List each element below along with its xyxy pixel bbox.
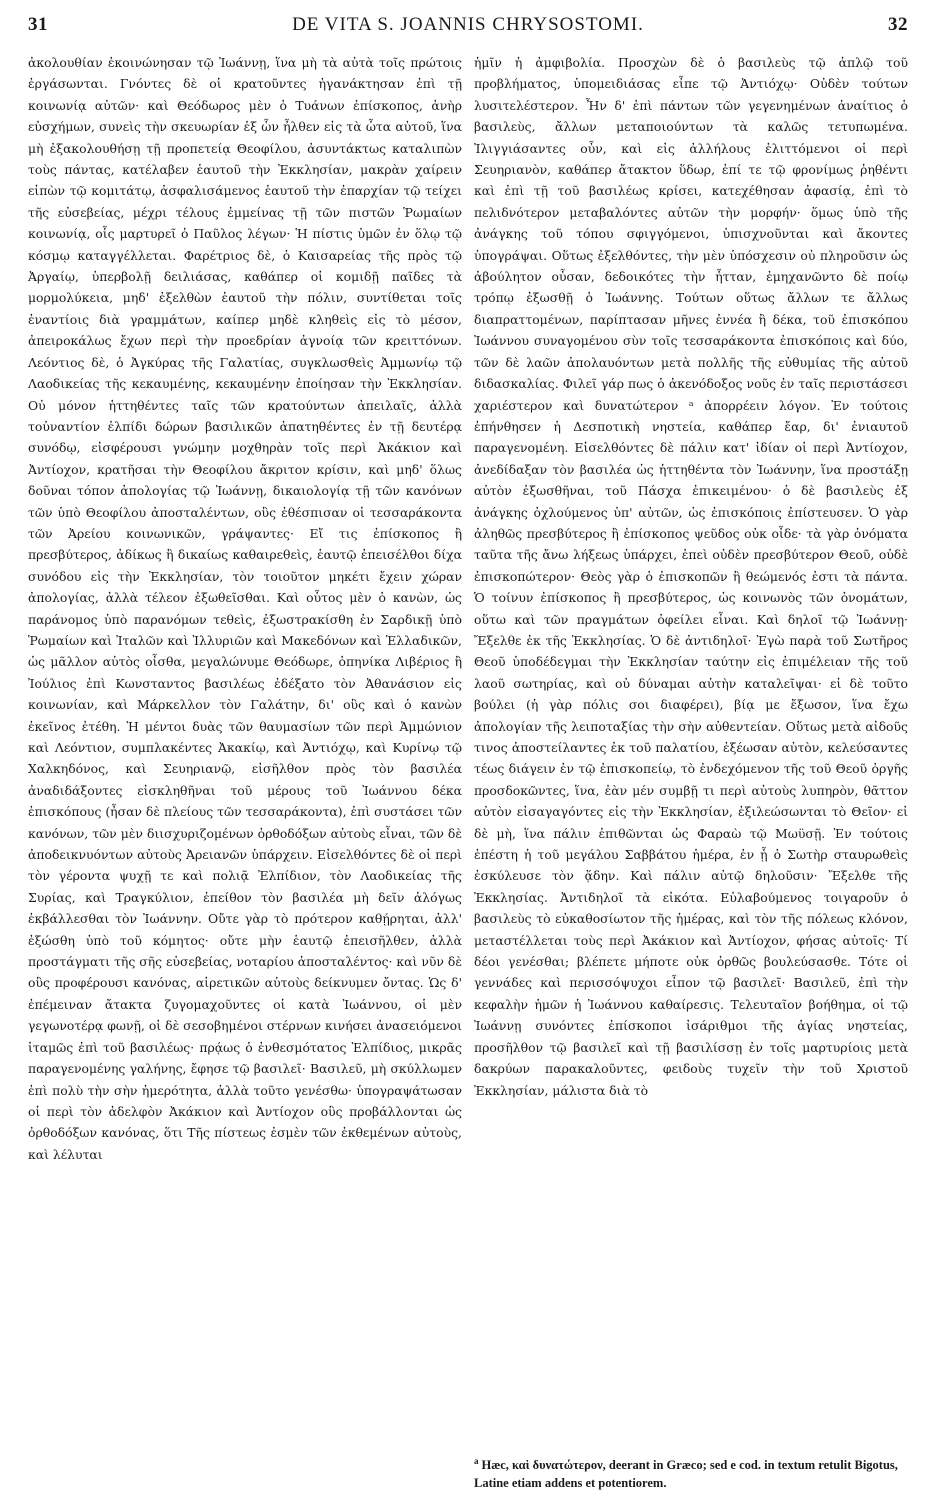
running-title: DE VITA S. JOANNIS CHRYSOSTOMI.: [292, 14, 644, 35]
right-column-text: ἡμῖν ἡ ἀμφιβολία. Προσχὼν δὲ ὁ βασιλεὺς τῷ ἁπλῷ τοῦ προβλήματος, ὑπομειδιάσας εἶπε τῷ Ἀντιόχῳ· Οὐδὲν τούτων λυσιτελέστερον. Ἦν δ' ἐπὶ πάντων τῶν γεγενημένων ἀναίτιος ὁ βασιλεὺς, ἄλλων μεταποιούντων τὰ καλῶς τετυπωμένα. Ἰλιγγιάσαντες οὖν, καὶ εἰς ἀλλήλους ἑλιττόμενοι οἱ περὶ Σευηριανὸν, καθάπερ ἄτακτον ὕδωρ, ἐπί τε τῷ φρονίμως ῥηθέντι καὶ ἐπὶ τῇ τοῦ βασιλέως κρίσει, κατεχέθησαν ἀφασίᾳ, ἐπὶ τὸ πελιδνότερον μεταβαλόντες αὐτῶν τὴν μορφήν· ὅμως ὑπὸ τῆς ἀνάγκης τοῦ τόπου σφιγγόμενοι, ὑπισχνοῦνται καὶ ἄκοντες ὑπογράψαι. Οὕτως ἐξελθόντες, τὴν μὲν ὑπόσχεσιν οὐ πληροῦσιν ὡς ἀβούλητον οὖσαν, δεδοικότες τὴν ἧτταν, ἐμηχανῶντο δὲ ποίῳ τρόπῳ ἐξωσθῇ ὁ Ἰωάννης. Τούτων οὕτως ἄλλων τε ἄλλως διαπραττομένων, παρίπτασαν μῆνες ἐννέα ἢ δέκα, τοῦ ἐπισκόπου Ἰωάννου συναγομένου σὺν τοῖς τεσσαράκοντα ἐπισκόποις καὶ δύο, τῶν δὲ λαῶν ἀπολαυόντων μετὰ πολλῆς τῆς εὐθυμίας τῆς αὐτοῦ διδασκαλίας. Φιλεῖ γάρ πως ὁ ἀκενόδοξος νοῦς ἐν ταῖς περιστάσεσι χαριέστερον καὶ δυνατώτερον ᵃ ἀπορρέειν λόγον. Ἐν τούτοις ἐπήνθησεν ἡ Δεσποτικὴ νηστεία, καθάπερ ἔαρ, δι' ἐνιαυτοῦ παραγενομένη. Εἰσελθόντες δὲ πάλιν κατ' ἰδίαν οἱ περὶ Ἀντίοχον, ἀνεδίδαξαν τὸν βασιλέα ὡς ἡττηθέντα τὸν Ἰωάννην, ἵνα προστάξῃ αὐτὸν ἐξωσθῆναι, τοῦ Πάσχα ἐπικειμένου· ὁ δὲ βασιλεὺς ἐξ ἀνάγκης ὀχλούμενος ὑπ' αὐτῶν, ὡς ἐπισκόποις ἐπίστευσεν. Ὁ γὰρ ἀληθῶς πρεσβύτερος ἢ ἐπίσκοπος ψεῦδος οὐκ οἶδε· τὰ γὰρ ὀνόματα ταῦτα τῆς ἄνω λήξεως ὑπάρχει, ἐπεὶ οὐδὲν πρεσβύτερον Θεοῦ, οὐδὲ ἐπισκοπώτερον· Θεὸς γὰρ ὁ ἐπισκοπῶν ἢ θεώμενός ἐστι τὰ πάντα. Ὁ τοίνυν ἐπίσκοπος ἢ πρεσβύτερος, ὡς κοινωνὸς τῶν ὀνομάτων, οὕτω καὶ τῶν πραγμάτων ὀφείλει εἶναι. Καὶ δηλοῖ τῷ Ἰωάννῃ· Ἔξελθε ἐκ τῆς Ἐκκλησίας. Ὁ δὲ ἀντιδηλοῖ· Ἐγὼ παρὰ τοῦ Σωτῆρος Θεοῦ ὑποδέδεγμαι τὴν Ἐκκλησίαν ταύτην εἰς ἐπιμέλειαν τῆς τοῦ λαοῦ σωτηρίας, καὶ οὐ δύναμαι αὐτὴν καταλεῖψαι· εἰ δὲ τοῦτο βούλει (ἡ γὰρ πόλις σοι διαφέρει), βίᾳ με ἔξωσον, ἵνα ἔχω ἀπολογίαν τῆς λειποταξίας τὴν σὴν αὐθεντείαν. Οὕτως μετὰ αἰδοῦς τινος ἀποστείλαντες ἐκ τοῦ παλατίου, ἐξέωσαν αὐτὸν, κελεύσαντες τέως διάγειν ἐν τῷ ἐπισκοπείῳ, τὸ ἐνδεχόμενον τῆς τοῦ Θεοῦ ὀργῆς προσδοκῶντες, ἵνα, ἐὰν μέν συμβῇ τι περὶ αὐτοὺς λυπηρὸν, θᾶττον αὐτὸν εἰσαγαγόντες εἰς τὴν Ἐκκλησίαν, ἐξιλεώσωνται τὸ Θεῖον· εἰ δὲ μὴ, ἵνα πάλιν ἐπιθῶνται ὡς Φαραὼ τῷ Μωϋσῇ. Ἐν τούτοις ἐπέστη ἡ τοῦ μεγάλου Σαββάτου ἡμέρα, ἐν ᾗ ὁ Σωτὴρ σταυρωθεὶς ἐσκύλευσε τὸν ᾅδην. Καὶ πάλιν αὐτῷ δηλοῦσιν· Ἔξελθε τῆς Ἐκκλησίας. Ἀντιδηλοῖ τὰ εἰκότα. Εὐλαβούμενος τοιγαροῦν ὁ βασιλεὺς τὸ εὐκαθοσίωτον τῆς ἡμέρας, καὶ τὸν τῆς πόλεως κλόνον, μεταστέλλεται τοὺς περὶ Ἀκάκιον καὶ Ἀντίοχον, φήσας αὐτοῖς· Τί δέοι γενέσθαι; βλέπετε μήποτε οὐκ ὀρθῶς βουλεύσασθε. Τότε οἱ γεννάδες καὶ περισσόψυχοι εἶπον τῷ βασιλεῖ· Βασιλεῦ, ἐπὶ τὴν κεφαλὴν ἡμῶν ἡ Ἰωάννου καθαίρεσις. Τελευταῖον βοήθημα, οἱ τῷ Ἰωάννῃ συνόντες ἐπίσκοποι ἰσάριθμοι τῆς ἁγίας νηστείας, προσῆλθον τῷ βασιλεῖ καὶ τῇ βασιλίσσῃ ἐν τοῖς μαρτυρίοις μετὰ δακρύων παρακαλοῦντες, φειδοὺς τυχεῖν τὴν τοῦ Χριστοῦ Ἐκκλησίαν, μάλιστα διὰ τὸ: [474, 55, 912, 1098]
right-page-number: 32: [888, 14, 908, 35]
left-column: [28, 52, 466, 1442]
footnote: [474, 1452, 908, 1492]
footnote-text: Hæc, καὶ δυνατώτερον, deerant in Græco; sed e cod. in textum retulit Bigotus, Latine etiam addens et potentiorem.: [474, 1458, 898, 1491]
left-column-text: ἀκολουθίαν ἐκοινώνησαν τῷ Ἰωάννῃ, ἵνα μὴ τὰ αὐτὰ τοῖς πρώτοις ἐργάσωνται. Γνόντες δὲ οἱ κρατοῦντες ἠγανάκτησαν ἐπὶ τῇ κοινωνίᾳ αὐτῶν· καὶ Θεόδωρος μὲν ὁ Τυάνων ἐπίσκοπος, ἀνὴρ εὐσχήμων, συνεὶς τὴν σκευωρίαν ἐξ ὧν ἦλθεν εἰς τὰ ὦτα αὐτοῦ, ἵνα μὴ ἐξακολουθήσῃ τῇ προπετείᾳ Θεοφίλου, ἀσυντάκτως καταλιπὼν τοὺς πάντας, κατέλαβεν ἑαυτοῦ τὴν Ἐκκλησίαν, μακρὰν χαίρειν εἰπὼν τῷ κομιτάτῳ, ἀσφαλισάμενος ἑαυτοῦ τὴν ἐπαρχίαν τῷ τείχει τῆς εὐσεβείας, μέχρι τέλους ἐμμείνας τῇ τῶν πιστῶν Ῥωμαίων κοινωνίᾳ, οἷς μαρτυρεῖ ὁ Παῦλος λέγων· Ἡ πίστις ὑμῶν ἐν ὅλῳ τῷ κόσμῳ καταγγέλλεται. Φαρέτριος δὲ, ὁ Καισαρείας τῆς πρὸς τῷ Ἀργαίῳ, ὑπερβολῇ δειλιάσας, καθάπερ οἱ κομιδῇ παῖδες τὰ μορμολύκεια, μηδ' ἐξελθὼν ἑαυτοῦ τὴν πόλιν, συντίθεται τοῖς ἐναντίοις διὰ γραμμάτων, καίπερ μηδὲ κληθεὶς εἰς τὸ μέσον, ἀπειροκάλως ἔχων περὶ τὴν προεδρίαν ἀγνοίᾳ τῶν κρειττόνων. Λεόντιος δὲ, ὁ Ἀγκύρας τῆς Γαλατίας, συγκλωσθεὶς Ἀμμωνίῳ τῷ Λαοδικείας τῆς κεκαυμένης, κεκαυμένην ἐποίησαν τὴν Ἐκκλησίαν. Οὐ μόνον ἡττηθέντες ταῖς τῶν κρατούντων ἀπειλαῖς, ἀλλὰ τοὐναντίον ἐλπίδι δώρων βασιλικῶν ἀπατηθέντες ἐν τῇ δευτέρᾳ συνόδῳ, εἰσφέρουσι γνώμην μοχθηρὰν τοῖς περὶ Ἀκάκιον καὶ Ἀντίοχον, κρατῆσαι τὴν Θεοφίλου ἄκριτον κρίσιν, καὶ μηδ' ὅλως δοῦναι τόπον ἀπολογίας τῷ Ἰωάννῃ, δικαιολογίᾳ τῇ τῶν κανόνων τῶν ὑπὸ Θεοφίλου ἀποσταλέντων, οὓς ἐθέσπισαν οἱ τεσσαράκοντα τῶν Ἀρείου κοινωνικῶν, γράψαντες· Εἴ τις ἐπίσκοπος ἢ πρεσβύτερος, ἀδίκως ἢ δικαίως καθαιρεθεὶς, ἑαυτῷ ἐπεισέλθοι δίχα συνόδου εἰς τὴν Ἐκκλησίαν, τὸν τοιοῦτον μηκέτι ἔχειν χώραν ἀπολογίας, ἀλλὰ τέλεον ἐξωθεῖσθαι. Καὶ οὗτος μὲν ὁ κανὼν, ὡς παράνομος ὑπὸ παρανόμων τεθεὶς, ἐξωστρακίσθη ἐν Σαρδικῇ ὑπὸ Ῥωμαίων καὶ Ἰταλῶν καὶ Ἰλλυριῶν καὶ Μακεδόνων καὶ Ἑλλαδικῶν, ὡς μᾶλλον αὐτὸς οἶσθα, μεγαλώνυμε Θεόδωρε, ὁπηνίκα Λιβέριος ἢ Ἰούλιος ἐπὶ Κωνσταντος βασιλέως ἐδέξατο τὸν Ἀθανάσιον εἰς κοινωνίαν, καὶ Μάρκελλον τὸν Γαλάτην, δι' οὓς καὶ ὁ κανὼν ἐκεῖνος ἐτέθη. Ἡ μέντοι δυὰς τῶν θαυμασίων τῶν περὶ Ἀμμώνιον καὶ Λεόντιον, συμπλακέντες Ἀκακίῳ, καὶ Ἀντιόχῳ, καὶ Κυρίνῳ τῷ Χαλκηδόνος, καὶ Σευηριανῷ, εἰσῆλθον πρὸς τὸν βασιλέα ἀναδιδάξοντες εἰσκληθῆναι τοῦ μέρους τοῦ Ἰωάννου δέκα ἐπισκόπους (ἦσαν δὲ πλείους τῶν τεσσαράκοντα), ἐπὶ συστάσει τῶν κανόνων, τῶν μὲν διισχυριζομένων ὀρθοδόξων αὐτοὺς εἶναι, τῶν δὲ ἀποδεικνυόντων αὐτοὺς Ἀρειανῶν ὑπάρχειν. Εἰσελθόντες δὲ οἱ περὶ τὸν γέροντα ψυχῇ τε καὶ πολιᾷ Ἐλπίδιον, τὸν Λαοδικείας τῆς Συρίας, καὶ Τραγκύλιον, ἐπείθον τὸν βασιλέα μὴ δεῖν ἀλόγως ἐκβάλλεσθαι τὸν Ἰωάννην. Οὔτε γὰρ τὸ πρότερον καθῄρηται, ἀλλ' ἐξώσθη ὑπὸ τοῦ κόμητος· οὔτε μὴν ἑαυτῷ ἐπεισῆλθεν, ἀλλὰ προστάγματι τῆς σῆς εὐσεβείας, νοταρίου ἀποσταλέντος· καὶ νῦν δὲ οὓς προφέρουσι κανόνας, αἱρετικῶν αὐτοὺς δείκνυμεν ὄντας. Ὡς δ' ἐπέμειναν ἄτακτα ζυγομαχοῦντες οἱ κατὰ Ἰωάννου, οἱ μὲν γεγωνοτέρᾳ φωνῇ, οἱ δὲ σεσοβημένοι στέρνων κινήσει ἀνασειόμενοι ἱταμῶς ἐπὶ τοῦ βασιλέως· πρᾴως ὁ ἐνθεσμότατος Ἐλπίδιος, μικρᾶς παραγενομένης γαλήνης, ἔφησε τῷ βασιλεῖ· Βασιλεῦ, μὴ σκύλλωμεν ἐπὶ πολὺ τὴν σὴν ἡμερότητα, ἀλλὰ τοῦτο γενέσθω· ὑπογραψάτωσαν οἱ περὶ τὸν ἀδελφὸν Ἀκάκιον καὶ Ἀντίοχον οὓς προβάλλονται ὡς ὀρθοδόξων κανόνας, ὅτι Τῆς πίστεως ἐσμὲν τῶν ἐκθεμένων αὐτοὺς, καὶ λέλυται: [28, 55, 466, 1162]
text-columns: [28, 52, 912, 1442]
right-column: [474, 52, 912, 1442]
footnote-marker: a: [474, 1456, 479, 1466]
page-header: [28, 8, 908, 42]
left-page-number: 31: [28, 14, 48, 35]
